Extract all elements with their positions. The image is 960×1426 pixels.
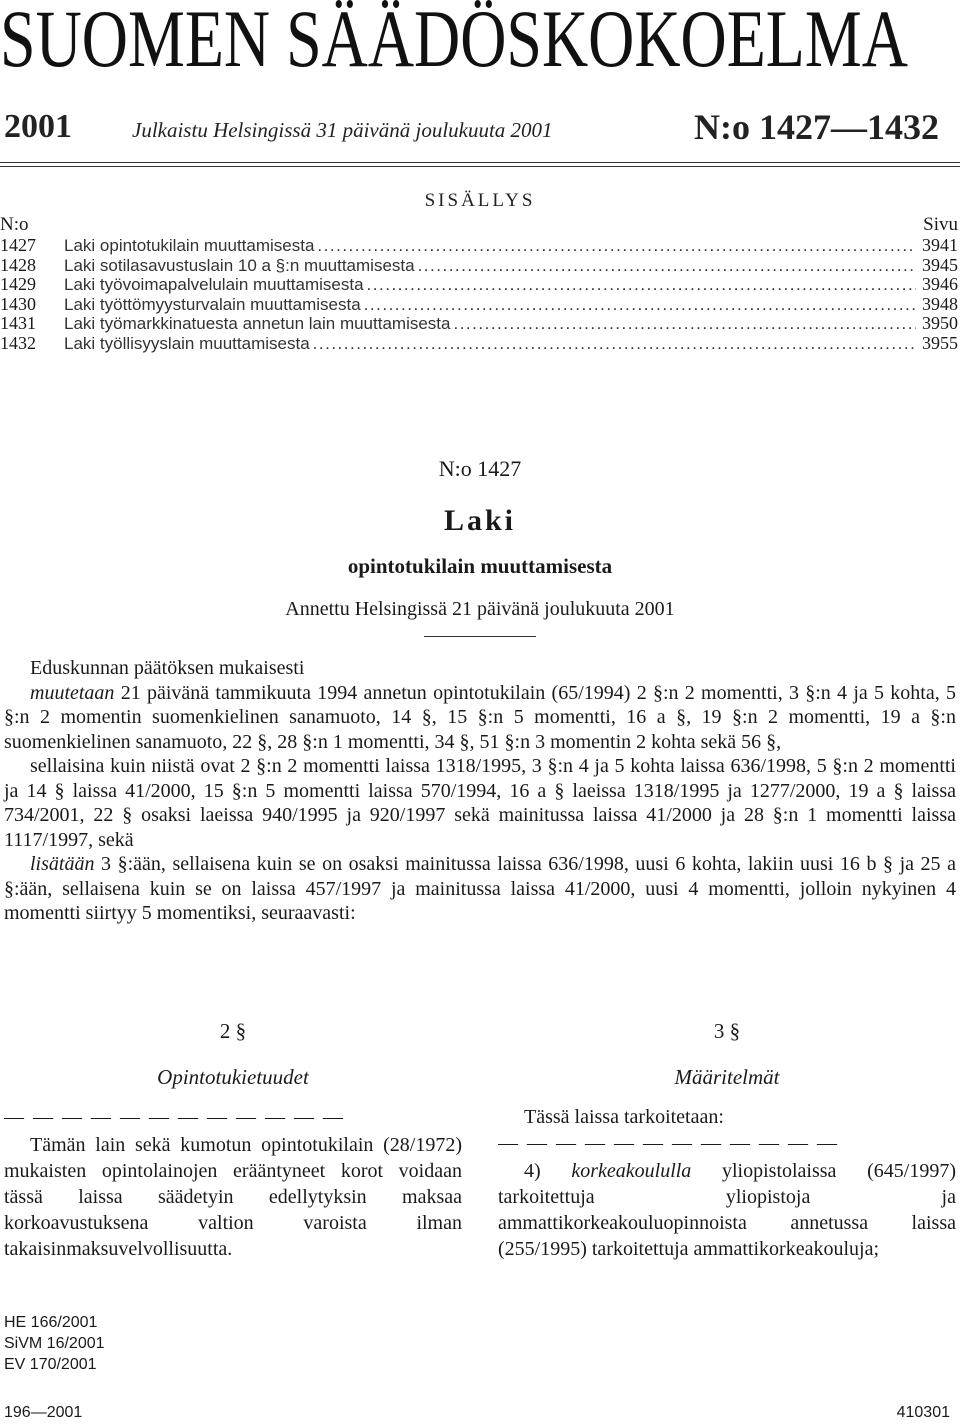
contents-page-label: Sivu: [923, 214, 958, 235]
toc-page: 3941: [922, 235, 958, 255]
issue-number-range: N:o 1427—1432: [694, 107, 939, 147]
preamble-as-amended: sellaisina kuin niistä ovat 2 §:n 2 momentti laissa 1318/1995, 3 §:n 4 ja 5 kohta laissa 636/1998, 5 §:n 2 momentti ja 14 § laissa 41/2000, 15 §:n 5 momentti laissa 570/1994, 16 a § laeissa 1318/1995 ja 1277/2000, 19 a § laissa 734/2001, 22 § osaksi laeissa 940/1995 ja 920/1997 sekä mainitussa laissa 41/2000 ja 28 §:n 1 momentti laissa 1117/1997, sekä: [4, 755, 956, 851]
table-of-contents: [0, 236, 958, 353]
toc-number: 1431: [0, 313, 36, 333]
publication-line: Julkaistu Helsingissä 31 päivänä joulukuuta 2001: [132, 118, 553, 142]
preamble-amend: [4, 681, 956, 755]
masthead-title: SUOMEN SÄÄDÖSKOKOELMA: [0, 0, 908, 84]
section-2: [4, 1018, 462, 1262]
legislative-references: [4, 1312, 105, 1375]
toc-number: 1432: [0, 332, 36, 353]
definition-number: 4): [524, 1160, 572, 1182]
section-number: 3 §: [713, 1019, 741, 1043]
footer-print-code: 410301: [896, 1404, 950, 1421]
law-number: N:o 1427: [438, 456, 522, 481]
toc-number: 1429: [0, 274, 36, 294]
title-divider: [424, 636, 536, 637]
toc-leader: [418, 256, 916, 276]
toc-page: 3955: [922, 332, 958, 353]
contents-title: SISÄLLYS: [424, 190, 536, 211]
footer-issue-code: 196—2001: [4, 1404, 83, 1421]
omission-dashes: — — — — — — — — — — — —: [4, 1106, 345, 1128]
toc-entry[interactable]: [0, 275, 958, 295]
preamble-amend-text: 21 päivänä tammikuuta 1994 annetun opintotukilain (65/1994) 2 §:n 2 momentti, 3 §:n 4 ja 5 kohta, 5 §:n 2 momentin suomenkielinen sanamuoto, 14 §, 15 §:n 5 momentti, 16 a §, 19 §:n 2 momentti, 19 a §:n suomenkielinen sanamuoto, 22 §, 28 §:n 1 momentti, 34 §, 51 §:n 3 momentin 2 kohta sekä 56 §,: [4, 681, 956, 753]
section-3: [498, 1018, 956, 1262]
section-number: 2 §: [219, 1019, 247, 1043]
toc-title: Laki työllisyyslain muuttamisesta: [64, 333, 310, 353]
toc-leader: [367, 275, 916, 295]
toc-leader: [313, 334, 916, 354]
toc-entry[interactable]: [0, 256, 958, 276]
toc-entry[interactable]: [0, 314, 958, 334]
preamble-amend-lead: muutetaan: [30, 681, 115, 704]
toc-number: 1430: [0, 293, 36, 314]
reference-committee-report: SiVM 16/2001: [4, 1335, 105, 1352]
toc-entry[interactable]: [0, 236, 958, 256]
toc-title: Laki työttömyysturvalain muuttamisesta: [64, 294, 361, 314]
definition-term: korkeakoululla: [571, 1160, 692, 1182]
toc-title: Laki sotilasavustuslain 10 a §:n muuttamisesta: [64, 255, 415, 275]
header-rule-bottom: [0, 166, 960, 167]
law-title: opintotukilain muuttamisesta: [347, 554, 613, 578]
reference-parliament-reply: EV 170/2001: [4, 1356, 97, 1373]
law-given-date: Annettu Helsingissä 21 päivänä joulukuuta 2001: [285, 598, 675, 620]
law-heading: Laki: [443, 504, 517, 537]
toc-number: 1427: [0, 235, 36, 255]
law-preamble: [4, 656, 956, 926]
omission-dashes: — — — — — — — — — — — —: [498, 1132, 839, 1154]
contents-number-label: N:o: [0, 214, 29, 235]
toc-leader: [317, 236, 916, 256]
toc-title: Laki opintotukilain muuttamisesta: [64, 236, 315, 255]
section-title: Opintotukietuudet: [157, 1065, 309, 1089]
section-text: Tämän lain sekä kumotun opintotukilain (28/1972) mukaisten opintolainojen erääntyneet korot voidaan tässä laissa säädetyin edellytyksin maksaa korkoavustuksena valtion varoista ilman takaisinmaksuvelvollisuutta.: [4, 1134, 462, 1260]
preamble-intro: Eduskunnan päätöksen mukaisesti: [30, 657, 305, 679]
toc-page: 3950: [922, 313, 958, 333]
toc-page: 3946: [922, 274, 958, 294]
section-intro: Tässä laissa tarkoitetaan:: [524, 1106, 724, 1128]
preamble-add: [4, 852, 956, 926]
toc-entry[interactable]: [0, 334, 958, 354]
header-rule-top: [0, 162, 960, 163]
toc-page: 3945: [922, 254, 958, 275]
definition-text: yliopistolaissa (645/1997) tarkoitettuja yliopistoja ja ammattikorkeakouluopinnoista annetussa laissa (255/1995) tarkoitettuja ammattikorkeakouluja;: [498, 1160, 956, 1260]
toc-title: Laki työmarkkinatuesta annetun lain muuttamisesta: [64, 314, 451, 333]
toc-leader: [453, 314, 916, 334]
section-title: Määritelmät: [674, 1065, 780, 1089]
toc-leader: [364, 295, 916, 315]
preamble-add-text: 3 §:ään, sellaisena kuin se on osaksi mainitussa laissa 636/1998, uusi 6 kohta, lakiin uusi 16 b § ja 25 a §:ään, sellaisena kuin se on laissa 457/1997 ja mainitussa laissa 41/2000, uusi 4 momentti, jolloin nykyinen 4 momentti siirtyy 5 momentiksi, seuraavasti:: [4, 853, 956, 924]
reference-government-proposal: HE 166/2001: [4, 1314, 98, 1331]
toc-number: 1428: [0, 254, 36, 275]
toc-page: 3948: [922, 293, 958, 314]
definition-item: [498, 1158, 956, 1262]
preamble-add-lead: lisätään: [30, 853, 95, 875]
toc-title: Laki työvoimapalvelulain muuttamisesta: [64, 275, 364, 294]
issue-year: 2001: [4, 108, 72, 145]
toc-entry[interactable]: [0, 295, 958, 315]
